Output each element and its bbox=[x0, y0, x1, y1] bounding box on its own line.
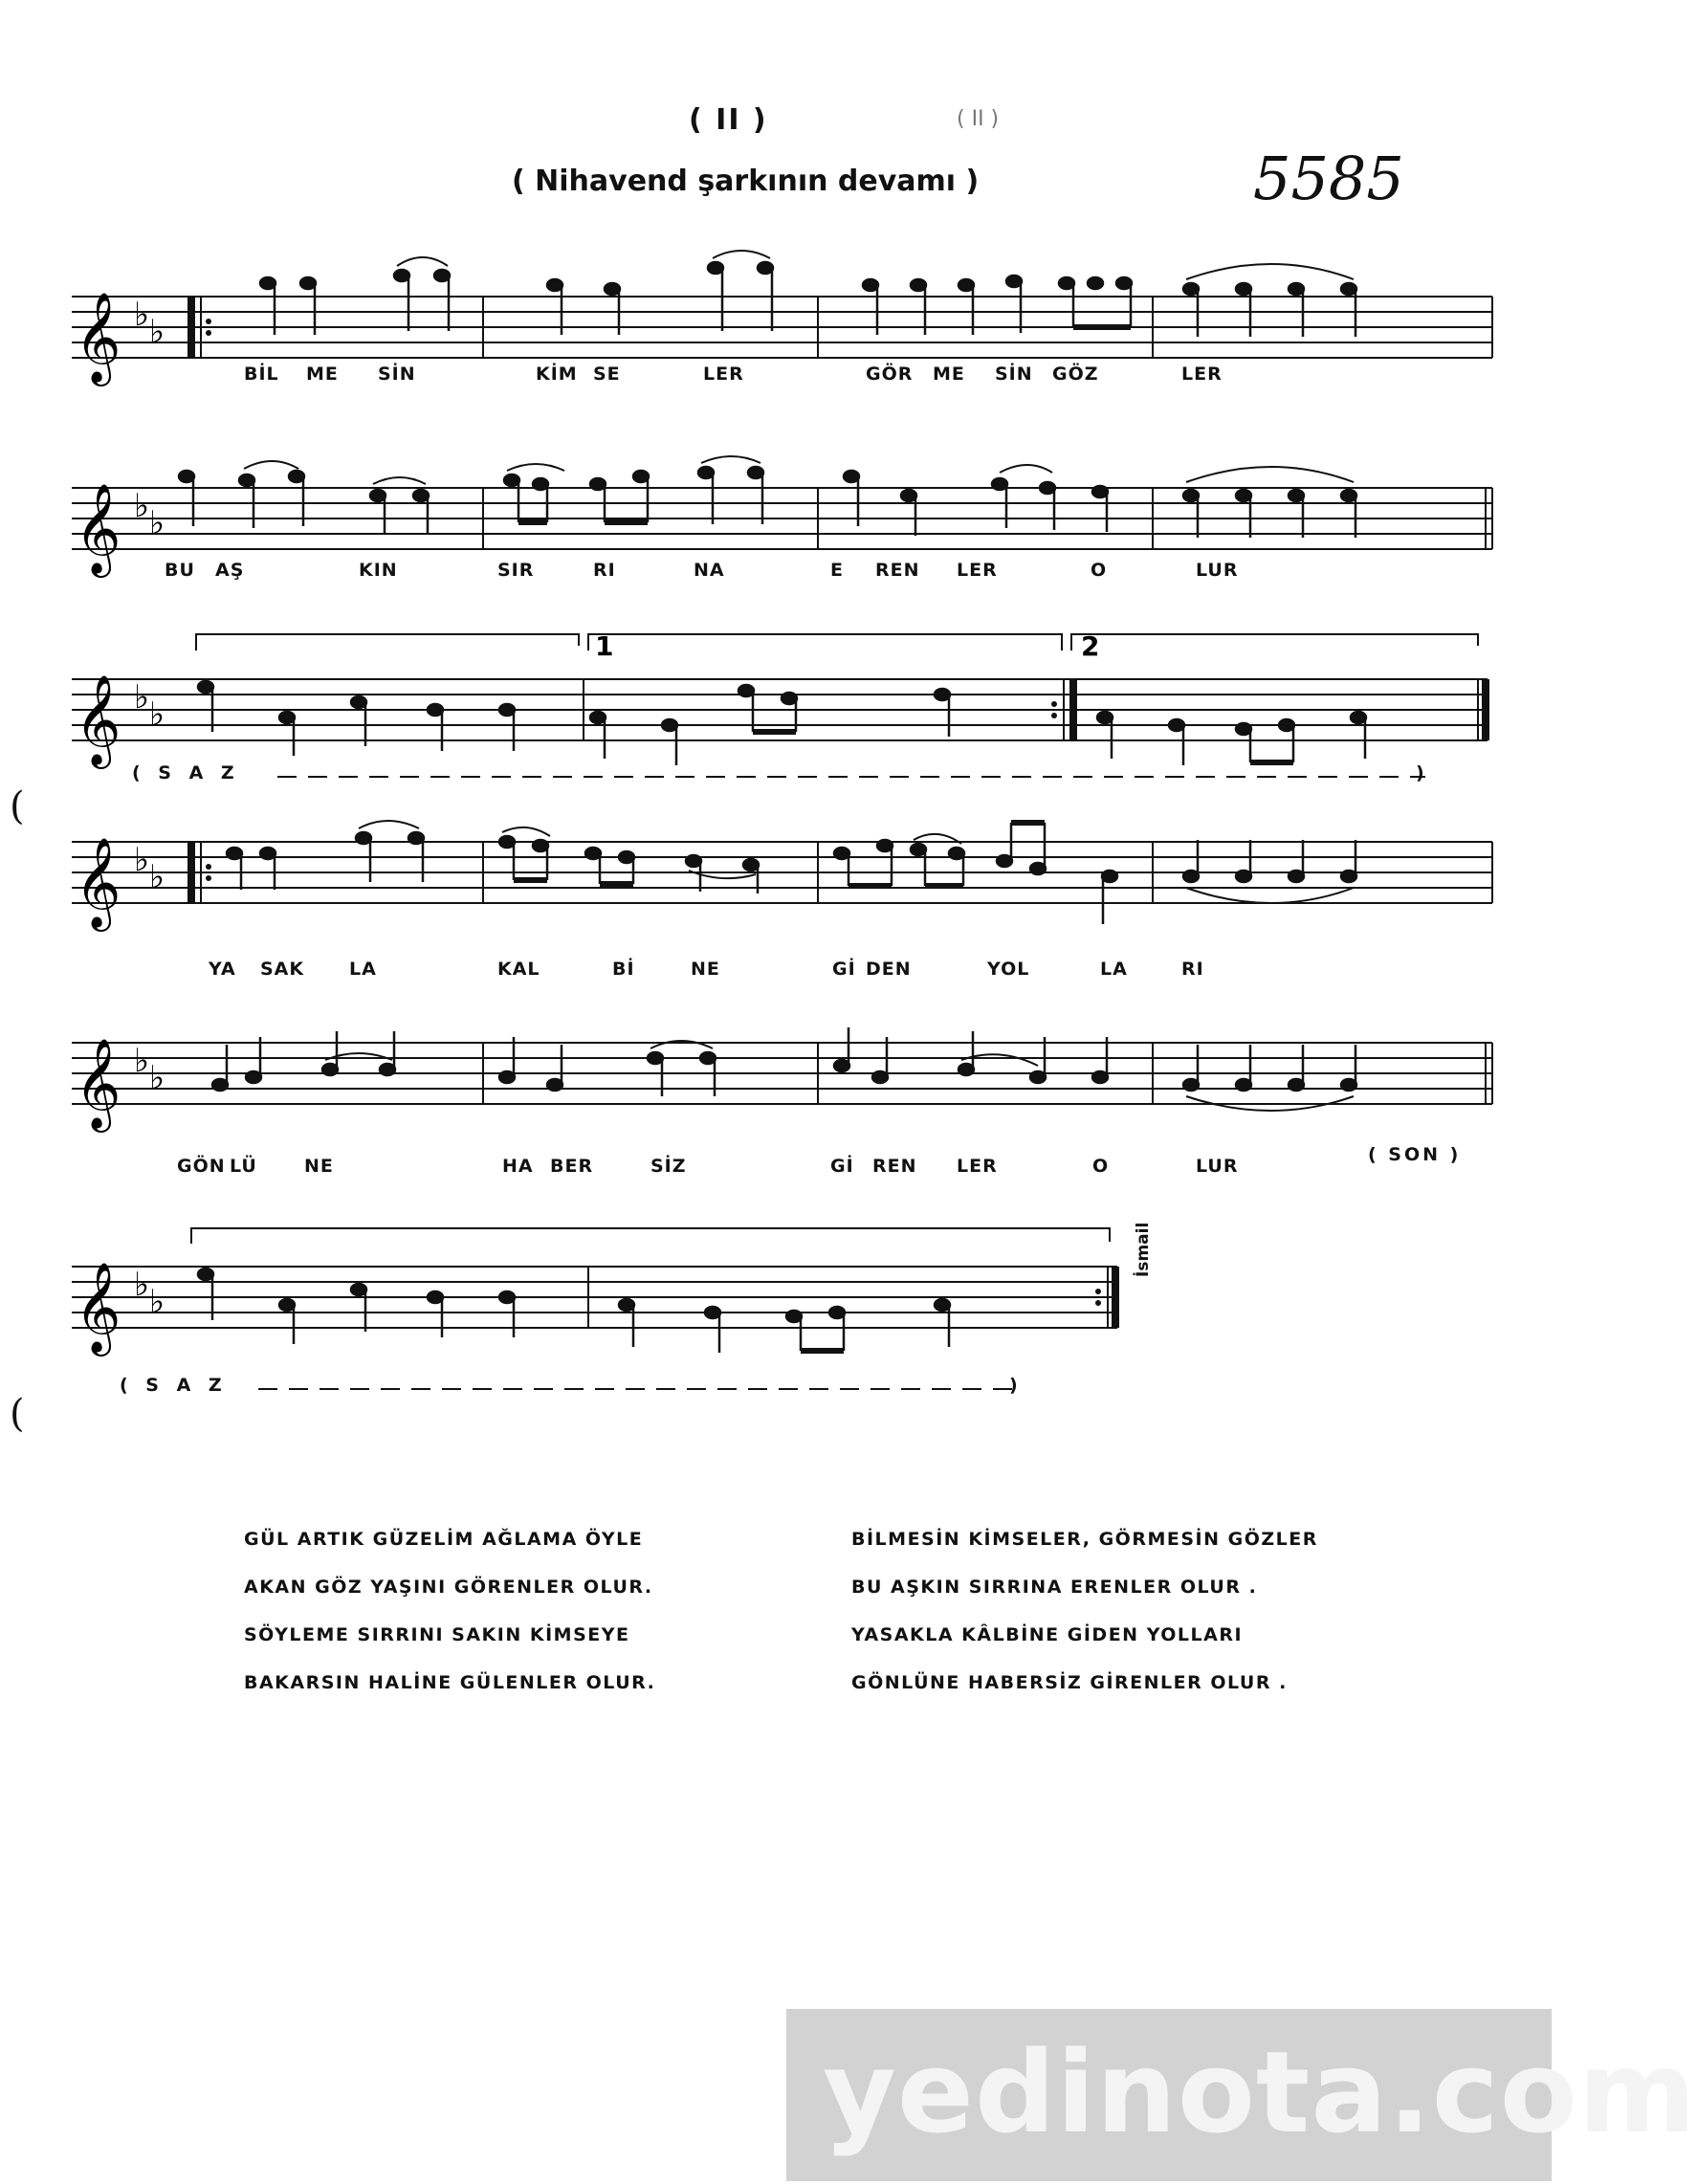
flat-key-icon: ♭ bbox=[149, 1059, 165, 1097]
lyric-syllable: LA bbox=[1100, 959, 1128, 980]
lyric-syllable: BİL bbox=[244, 364, 279, 385]
lyric-syllable: NE bbox=[304, 1156, 334, 1177]
flat-key-icon: ♭ bbox=[149, 504, 165, 542]
lyric-syllable: GÖN bbox=[177, 1156, 226, 1177]
lyric-syllable: BU bbox=[165, 560, 195, 581]
composer-vertical-label: İsmail bbox=[1134, 1222, 1153, 1277]
flat-key-icon: ♭ bbox=[149, 695, 165, 734]
saz-label: ( S A Z bbox=[120, 1375, 228, 1396]
catalog-number: 5585 bbox=[1253, 143, 1404, 213]
flat-key-icon: ♭ bbox=[149, 1283, 165, 1321]
flat-key-icon: ♭ bbox=[134, 841, 150, 879]
lyric-syllable: LER bbox=[703, 364, 744, 385]
lyric-syllable: NE bbox=[691, 959, 720, 980]
flat-key-icon: ♭ bbox=[149, 858, 165, 896]
lyric-syllable: YOL bbox=[987, 959, 1030, 980]
lyric-syllable: REN bbox=[872, 1156, 917, 1177]
lyric-syllable: SE bbox=[593, 364, 621, 385]
verse-line: YASAKLA KÂLBİNE GİDEN YOLLARI bbox=[851, 1624, 1244, 1645]
lyric-syllable: O bbox=[1092, 1156, 1110, 1177]
margin-mark: ( bbox=[10, 1392, 25, 1436]
lyric-syllable: REN bbox=[875, 560, 920, 581]
lyric-syllable: GÖZ bbox=[1052, 364, 1099, 385]
lyric-syllable: KİM bbox=[536, 364, 578, 385]
son-label: ( SON ) bbox=[1368, 1144, 1462, 1165]
lyric-syllable: ME bbox=[933, 364, 965, 385]
verse-line: GÜL ARTIK GÜZELİM AĞLAMA ÖYLE bbox=[244, 1529, 644, 1550]
lyric-syllable: LÜ bbox=[230, 1156, 257, 1177]
lyric-syllable: DEN bbox=[866, 959, 912, 980]
treble-clef-icon: 𝄞 bbox=[75, 1262, 121, 1353]
lyric-syllable: HA bbox=[502, 1156, 534, 1177]
ending-1-label: 1 bbox=[595, 630, 614, 662]
saz-dashed-line bbox=[258, 1385, 1024, 1393]
staff-line-3 bbox=[0, 617, 1588, 780]
saz-close: ) bbox=[1009, 1375, 1024, 1396]
lyric-syllable: LA bbox=[349, 959, 377, 980]
flat-key-icon: ♭ bbox=[134, 296, 150, 334]
staff-line-5 bbox=[0, 1033, 1588, 1148]
lyric-syllable: RI bbox=[1181, 959, 1204, 980]
lyric-syllable: Bİ bbox=[612, 959, 635, 980]
lyric-syllable: SİZ bbox=[650, 1156, 687, 1177]
flat-key-icon: ♭ bbox=[134, 1042, 150, 1080]
verse-line: BU AŞKIN SIRRINA ERENLER OLUR . bbox=[851, 1577, 1258, 1598]
lyric-syllable: SİN bbox=[378, 364, 416, 385]
lyric-syllable: BER bbox=[550, 1156, 594, 1177]
treble-clef-icon: 𝄞 bbox=[75, 292, 121, 383]
saz-dashed-line bbox=[277, 773, 1435, 781]
margin-mark: ( bbox=[10, 784, 25, 828]
lyric-syllable: LUR bbox=[1196, 1156, 1239, 1177]
ending-2-label: 2 bbox=[1081, 630, 1100, 662]
lyric-syllable: Gİ bbox=[832, 959, 856, 980]
treble-clef-icon: 𝄞 bbox=[75, 674, 121, 765]
lyric-syllable: KIN bbox=[359, 560, 398, 581]
lyric-syllable: KAL bbox=[497, 959, 540, 980]
watermark-text: yedinota.com bbox=[823, 2026, 1697, 2158]
lyric-syllable: SIR bbox=[497, 560, 535, 581]
verse-line: BİLMESİN KİMSELER, GÖRMESİN GÖZLER bbox=[851, 1529, 1318, 1550]
staff-line-1 bbox=[0, 287, 1588, 402]
lyric-syllable: LUR bbox=[1196, 560, 1239, 581]
verse-line: GÖNLÜNE HABERSİZ GİRENLER OLUR . bbox=[851, 1672, 1288, 1693]
lyric-syllable: Gİ bbox=[830, 1156, 854, 1177]
verse-line: BAKARSIN HALİNE GÜLENLER OLUR. bbox=[244, 1672, 656, 1693]
lyric-syllable: SAK bbox=[260, 959, 305, 980]
lyric-syllable: SİN bbox=[995, 364, 1033, 385]
lyric-syllable: NA bbox=[694, 560, 725, 581]
lyric-syllable: GÖR bbox=[866, 364, 914, 385]
staff-line-4 bbox=[0, 832, 1588, 947]
lyric-syllable: LER bbox=[957, 1156, 998, 1177]
saz-close: ) bbox=[1416, 762, 1430, 783]
lyric-syllable: ME bbox=[306, 364, 339, 385]
staff-line-6 bbox=[0, 1215, 1588, 1368]
lyric-syllable: LER bbox=[957, 560, 998, 581]
watermark-box bbox=[786, 2009, 1697, 2181]
saz-label: ( S A Z bbox=[132, 762, 240, 783]
lyric-syllable: E bbox=[830, 560, 844, 581]
flat-key-icon: ♭ bbox=[134, 487, 150, 525]
page-subtitle: ( Nihavend şarkının devamı ) bbox=[512, 165, 980, 198]
lyric-syllable: O bbox=[1091, 560, 1108, 581]
lyric-syllable: AŞ bbox=[215, 560, 245, 581]
verse-line: AKAN GÖZ YAŞINI GÖRENLER OLUR. bbox=[244, 1577, 653, 1598]
part-number-faint: ( II ) bbox=[957, 107, 1000, 131]
flat-key-icon: ♭ bbox=[134, 1266, 150, 1304]
treble-clef-icon: 𝄞 bbox=[75, 837, 121, 928]
verse-line: SÖYLEME SIRRINI SAKIN KİMSEYE bbox=[244, 1624, 630, 1645]
lyric-syllable: YA bbox=[209, 959, 236, 980]
treble-clef-icon: 𝄞 bbox=[75, 1038, 121, 1129]
lyric-syllable: LER bbox=[1181, 364, 1223, 385]
flat-key-icon: ♭ bbox=[149, 313, 165, 351]
flat-key-icon: ♭ bbox=[134, 678, 150, 717]
treble-clef-icon: 𝄞 bbox=[75, 483, 121, 574]
lyric-syllable: RI bbox=[593, 560, 616, 581]
part-number: ( II ) bbox=[689, 103, 768, 137]
